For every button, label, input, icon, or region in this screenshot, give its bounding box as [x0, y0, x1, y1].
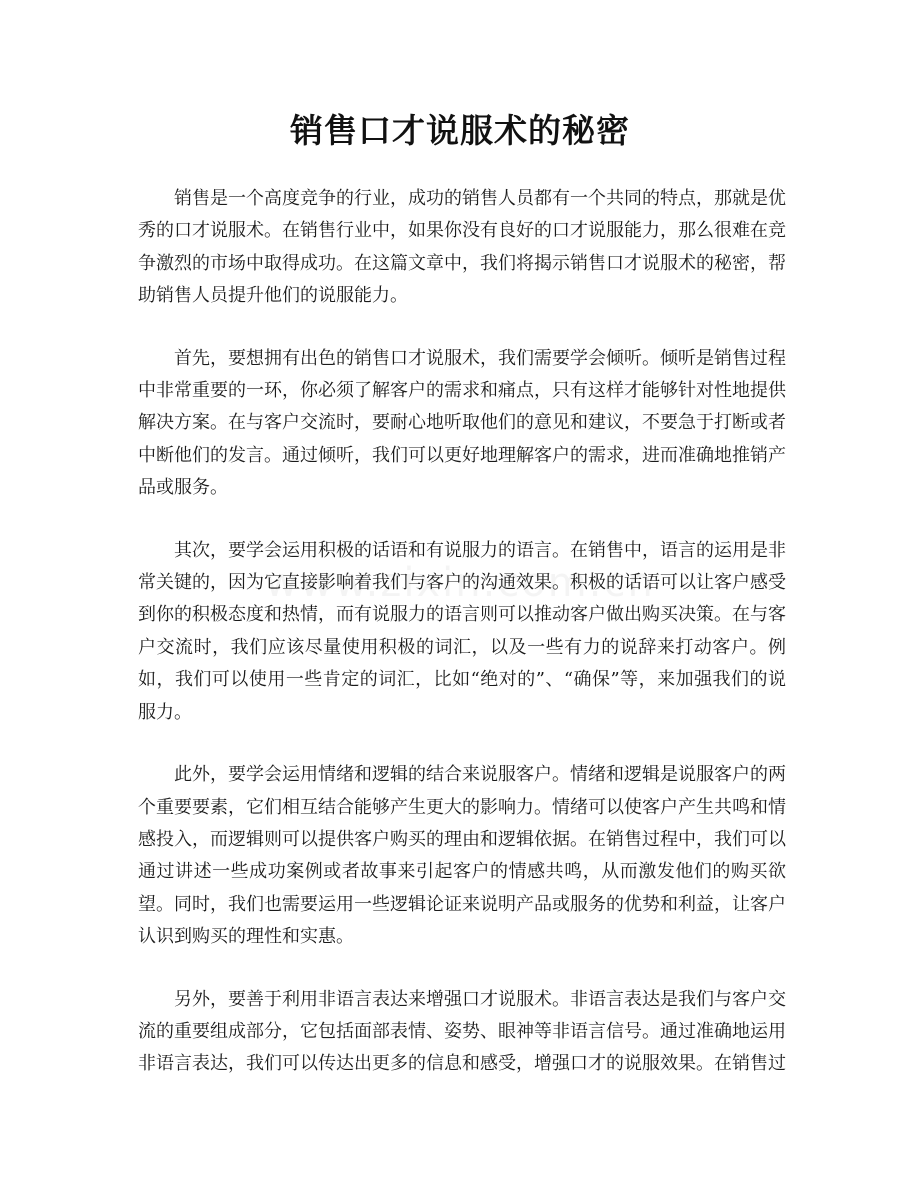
paragraph-4: 此外，要学会运用情绪和逻辑的结合来说服客户。情绪和逻辑是说服客户的两个重要要素，它们相互结合能够产生更大的影响力。情绪可以使客户产生共鸣和情感投入，而逻辑则可以提供客户购买的理由和逻辑依据。在销售过程中，我们可以通过讲述一些成功案例或者故事来引起客户的情感共鸣，从而激发他们的购买欲望。同时，我们也需要运用一些逻辑论证来说明产品或服务的优势和利益，让客户认识到购买的理性和实惠。 [138, 764, 786, 948]
paragraph-2: 首先，要想拥有出色的销售口才说服术，我们需要学会倾听。倾听是销售过程中非常重要的一环，你必须了解客户的需求和痛点，只有这样才能够针对性地提供解决方案。在与客户交流时，要耐心地听取他们的意见和建议，不要急于打断或者中断他们的发言。通过倾听，我们可以更好地理解客户的需求，进而准确地推销产品或服务。 [138, 347, 786, 499]
document-body [138, 183, 786, 1111]
paragraph-5: 另外，要善于利用非语言表达来增强口才说服术。非语言表达是我们与客户交流的重要组成部分，它包括面部表情、姿势、眼神等非语言信号。通过准确地运用非语言表达，我们可以传达出更多的信息和感受，增强口才的说服效果。在销售过 [138, 988, 786, 1075]
document-title: 销售口才说服术的秘密 [290, 111, 630, 150]
paragraph-1: 销售是一个高度竞争的行业，成功的销售人员都有一个共同的特点，那就是优秀的口才说服术。在销售行业中，如果你没有良好的口才说服能力，那么很难在竞争激烈的市场中取得成功。在这篇文章中，我们将揭示销售口才说服术的秘密，帮助销售人员提升他们的说服能力。 [138, 188, 786, 307]
paragraph-3: 其次，要学会运用积极的话语和有说服力的语言。在销售中，语言的运用是非常关键的，因为它直接影响着我们与客户的沟通效果。积极的话语可以让客户感受到你的积极态度和热情，而有说服力的语言则可以推动客户做出购买决策。在与客户交流时，我们应该尽量使用积极的词汇，以及一些有力的说辞来打动客户。例如，我们可以使用一些肯定的词汇，比如“绝对的”、“确保”等，来加强我们的说服力。 [138, 539, 786, 723]
